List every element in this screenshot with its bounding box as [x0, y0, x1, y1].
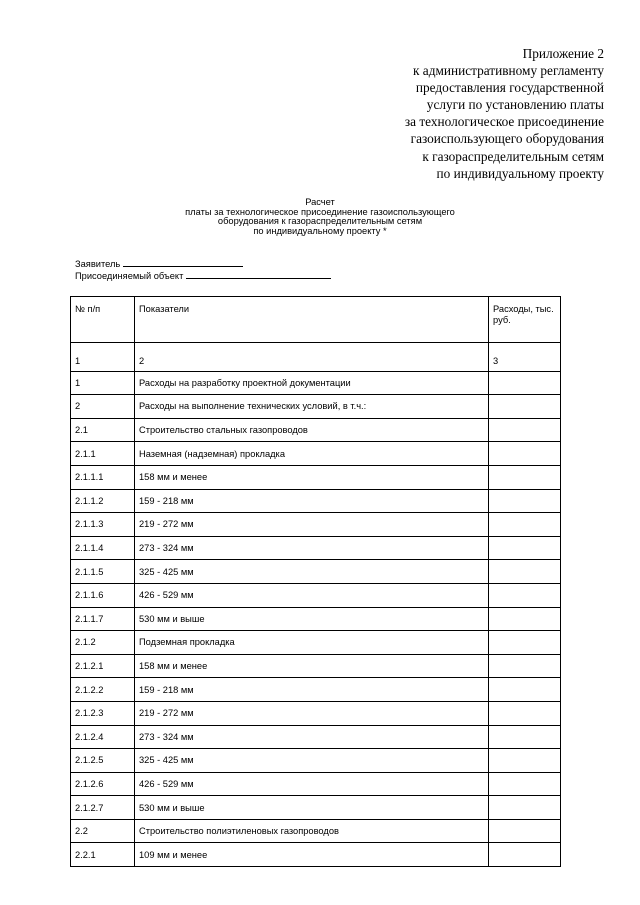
- row-expense-cell[interactable]: [489, 631, 561, 655]
- row-indicator-cell: 530 мм и выше: [135, 607, 489, 631]
- row-expense-cell[interactable]: [489, 489, 561, 513]
- connected-object-row: [75, 270, 331, 282]
- row-indicator-cell: 159 - 218 мм: [135, 489, 489, 513]
- row-expense-cell[interactable]: [489, 725, 561, 749]
- row-indicator-cell: 158 мм и менее: [135, 465, 489, 489]
- row-expense-cell[interactable]: [489, 678, 561, 702]
- calculation-title-line: по индивидуальному проекту *: [253, 225, 387, 236]
- table-row: [71, 560, 561, 584]
- row-expense-cell[interactable]: [489, 395, 561, 419]
- row-expense-cell[interactable]: [489, 418, 561, 442]
- row-expense-cell[interactable]: [489, 843, 561, 867]
- row-indicator-cell: Подземная прокладка: [135, 631, 489, 655]
- table-row: [71, 796, 561, 820]
- row-expense-cell[interactable]: [489, 796, 561, 820]
- row-number-cell: 2.1: [71, 418, 135, 442]
- row-number-cell: 2.1.2.4: [71, 725, 135, 749]
- row-indicator-cell: 159 - 218 мм: [135, 678, 489, 702]
- row-indicator-cell: 530 мм и выше: [135, 796, 489, 820]
- row-indicator-cell: 219 - 272 мм: [135, 701, 489, 725]
- appendix-line: к административному регламенту: [413, 63, 604, 79]
- table-row: [71, 843, 561, 867]
- row-number-cell: 2.1.2.1: [71, 654, 135, 678]
- row-indicator-cell: Наземная (надземная) прокладка: [135, 442, 489, 466]
- column-numbers-row: [71, 343, 561, 372]
- table-row: [71, 465, 561, 489]
- row-indicator-cell: Строительство полиэтиленовых газопроводов: [135, 819, 489, 843]
- table-row: [71, 607, 561, 631]
- connected-object-blank-line[interactable]: [186, 270, 331, 279]
- row-indicator-cell: Расходы на выполнение технических условий, в т.ч.:: [135, 395, 489, 419]
- header-cell-indicators: Показатели: [135, 297, 489, 343]
- row-indicator-cell: 219 - 272 мм: [135, 513, 489, 537]
- table-row: [71, 631, 561, 655]
- appendix-line: услуги по установлению платы: [426, 97, 604, 113]
- row-number-cell: 2.1.1.3: [71, 513, 135, 537]
- calculation-title-line: платы за технологическое присоединение газоиспользующего: [185, 206, 455, 217]
- table-header-row: [71, 297, 561, 343]
- row-expense-cell[interactable]: [489, 607, 561, 631]
- appendix-line: предоставления государственной: [415, 80, 604, 96]
- header-cell-number: № п/п: [71, 297, 135, 343]
- table-row: [71, 418, 561, 442]
- row-expense-cell[interactable]: [489, 513, 561, 537]
- form-fields: [75, 258, 331, 281]
- applicant-label: Заявитель: [75, 259, 121, 269]
- row-number-cell: 2.1.1.4: [71, 536, 135, 560]
- row-expense-cell[interactable]: [489, 560, 561, 584]
- row-expense-cell[interactable]: [489, 819, 561, 843]
- column-number-cell: 1: [71, 343, 135, 372]
- table-row: [71, 371, 561, 395]
- table-row: [71, 725, 561, 749]
- row-indicator-cell: 325 - 425 мм: [135, 749, 489, 773]
- row-number-cell: 2.1.2.5: [71, 749, 135, 773]
- costs-table: [70, 296, 561, 867]
- row-number-cell: 2.1.2.3: [71, 701, 135, 725]
- calculation-title: [0, 198, 640, 236]
- table-row: [71, 513, 561, 537]
- applicant-blank-line[interactable]: [123, 258, 243, 267]
- row-indicator-cell: 158 мм и менее: [135, 654, 489, 678]
- row-number-cell: 2.1.1: [71, 442, 135, 466]
- row-indicator-cell: Строительство стальных газопроводов: [135, 418, 489, 442]
- table-row: [71, 395, 561, 419]
- calculation-title-line: Расчет: [305, 197, 335, 207]
- table-row: [71, 583, 561, 607]
- row-expense-cell[interactable]: [489, 371, 561, 395]
- row-number-cell: 2.1.2.2: [71, 678, 135, 702]
- row-number-cell: 2.1.1.6: [71, 583, 135, 607]
- row-indicator-cell: 426 - 529 мм: [135, 583, 489, 607]
- row-number-cell: 2.1.2.7: [71, 796, 135, 820]
- row-indicator-cell: 426 - 529 мм: [135, 772, 489, 796]
- row-number-cell: 2.1.1.5: [71, 560, 135, 584]
- appendix-header: [304, 45, 604, 182]
- appendix-line: за технологическое присоединение: [404, 114, 604, 130]
- row-number-cell: 2.2: [71, 819, 135, 843]
- table-row: [71, 442, 561, 466]
- row-number-cell: 2.1.1.1: [71, 465, 135, 489]
- table-row: [71, 654, 561, 678]
- row-expense-cell[interactable]: [489, 583, 561, 607]
- column-number-cell: 3: [489, 343, 561, 372]
- table-row: [71, 536, 561, 560]
- table-row: [71, 489, 561, 513]
- table-row: [71, 772, 561, 796]
- appendix-line: к газораспределительным сетям: [422, 148, 604, 164]
- row-indicator-cell: 273 - 324 мм: [135, 725, 489, 749]
- row-indicator-cell: 273 - 324 мм: [135, 536, 489, 560]
- row-indicator-cell: Расходы на разработку проектной документации: [135, 371, 489, 395]
- row-number-cell: 2.1.2: [71, 631, 135, 655]
- column-number-cell: 2: [135, 343, 489, 372]
- header-cell-expenses: Расходы, тыс. руб.: [489, 297, 561, 343]
- row-expense-cell[interactable]: [489, 654, 561, 678]
- table-row: [71, 701, 561, 725]
- row-expense-cell[interactable]: [489, 442, 561, 466]
- table-row: [71, 749, 561, 773]
- row-expense-cell[interactable]: [489, 536, 561, 560]
- appendix-line: по индивидуальному проекту: [436, 165, 604, 181]
- applicant-row: [75, 258, 331, 270]
- row-indicator-cell: 109 мм и менее: [135, 843, 489, 867]
- row-number-cell: 2.1.2.6: [71, 772, 135, 796]
- row-expense-cell[interactable]: [489, 772, 561, 796]
- row-number-cell: 2.2.1: [71, 843, 135, 867]
- row-expense-cell[interactable]: [489, 749, 561, 773]
- row-expense-cell[interactable]: [489, 465, 561, 489]
- row-expense-cell[interactable]: [489, 701, 561, 725]
- calculation-title-line: оборудования к газораспределительным сетям: [217, 216, 423, 227]
- appendix-line: газоиспользующего оборудования: [410, 131, 604, 147]
- row-number-cell: 2: [71, 395, 135, 419]
- row-indicator-cell: 325 - 425 мм: [135, 560, 489, 584]
- table-row: [71, 819, 561, 843]
- table-row: [71, 678, 561, 702]
- row-number-cell: 2.1.1.7: [71, 607, 135, 631]
- row-number-cell: 1: [71, 371, 135, 395]
- appendix-line: Приложение 2: [522, 46, 604, 61]
- connected-object-label: Присоединяемый объект: [75, 270, 184, 281]
- row-number-cell: 2.1.1.2: [71, 489, 135, 513]
